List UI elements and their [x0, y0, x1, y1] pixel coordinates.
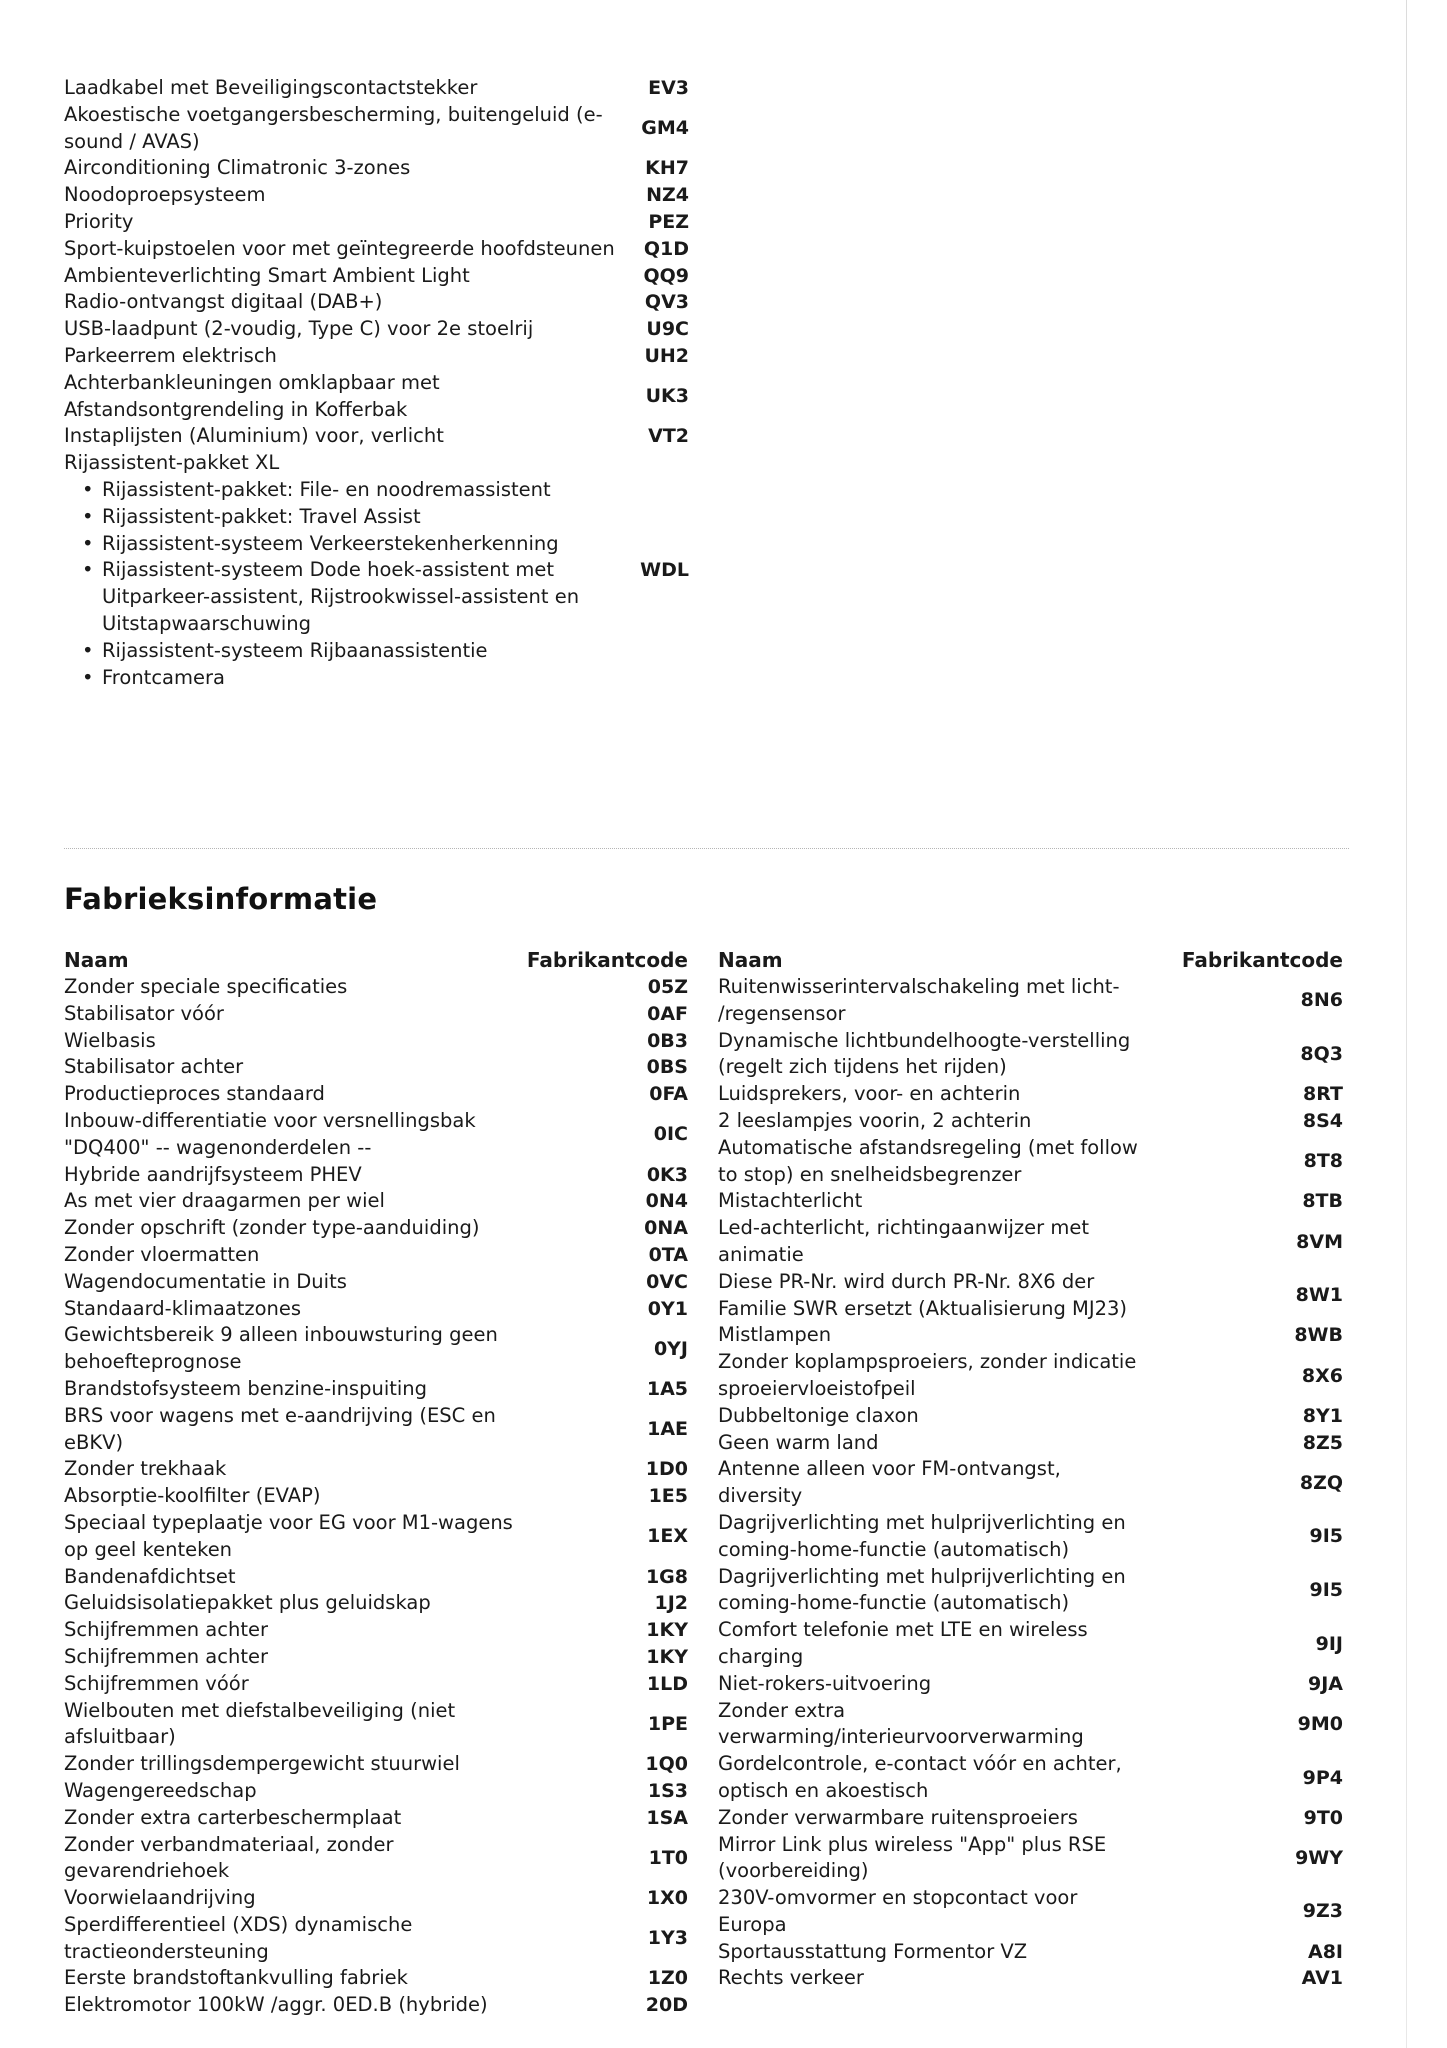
factory-name: Zonder verbandmateriaal, zonder gevarendriehoek [64, 1832, 394, 1883]
factory-row [64, 1590, 688, 1617]
option-code: PEZ [648, 210, 689, 233]
option-code: GM4 [641, 117, 689, 140]
factory-row [718, 1349, 1343, 1403]
factory-name: As met vier draagarmen per wiel [64, 1189, 385, 1213]
factory-name: 230V-omvormer en stopcontact voor Europa [718, 1886, 1078, 1936]
factory-row [64, 1108, 688, 1162]
option-code: VT2 [648, 425, 689, 448]
option-code: UK3 [645, 385, 689, 408]
factory-name: Absorptie-koolfilter (EVAP) [64, 1484, 321, 1508]
factory-code: 1D0 [645, 1458, 688, 1481]
factory-code: 8S4 [1302, 1109, 1343, 1132]
factory-row [718, 1510, 1343, 1564]
factory-name: Zonder vloermatten [64, 1242, 260, 1266]
factory-row [64, 1403, 688, 1457]
factory-row [64, 1456, 688, 1483]
factory-name: Sperdifferentieel (XDS) dynamische tractieondersteuning [64, 1912, 413, 1963]
option-row [64, 423, 700, 450]
factory-row [64, 1188, 688, 1215]
factory-row [718, 1671, 1343, 1698]
factory-row [64, 1028, 688, 1055]
factory-row [64, 1832, 688, 1886]
factory-row [64, 1805, 688, 1832]
factory-code: 9IJ [1315, 1632, 1343, 1655]
factory-row [64, 1698, 688, 1752]
factory-code: 1S3 [647, 1779, 688, 1802]
header-code: Fabrikantcode [526, 948, 688, 972]
factory-name: Ruitenwisserintervalschakeling met licht- /regensensor [718, 975, 1120, 1025]
option-name: Airconditioning Climatronic 3-zones [64, 156, 411, 180]
factory-name: Mistlampen [718, 1323, 832, 1347]
factory-row [718, 1028, 1343, 1082]
factory-code: 1AE [647, 1418, 688, 1441]
factory-name: Niet-rokers-uitvoering [718, 1671, 932, 1695]
option-row [64, 102, 700, 156]
factory-name: Wagendocumentatie in Duits [64, 1269, 347, 1293]
factory-name: Stabilisator vóór [64, 1001, 224, 1025]
factory-name: BRS voor wagens met e-aandrijving (ESC en eBKV) [64, 1403, 496, 1454]
option-name: Noodoproepsysteem [64, 183, 266, 207]
factory-code: 9P4 [1302, 1766, 1343, 1789]
factory-row [718, 1188, 1343, 1215]
factory-row [64, 1992, 688, 2019]
factory-row [64, 1912, 688, 1966]
option-code: QV3 [644, 291, 689, 314]
factory-row [64, 1081, 688, 1108]
factory-row [718, 1430, 1343, 1457]
factory-name: Schijfremmen vóór [64, 1671, 249, 1695]
factory-code: AV1 [1301, 1967, 1343, 1990]
factory-row [64, 1215, 688, 1242]
factory-code: 1PE [647, 1712, 688, 1735]
factory-row [718, 1269, 1343, 1323]
option-name: Laadkabel met Beveiligingscontactstekker [64, 76, 478, 99]
factory-code: 9I5 [1309, 1578, 1343, 1601]
option-row [64, 343, 700, 370]
factory-name: Wielbouten met diefstalbeveiliging (niet afsluitbaar) [64, 1698, 456, 1749]
factory-name: Antenne alleen voor FM-ontvangst, diversity [718, 1457, 1061, 1508]
factory-row [718, 974, 1343, 1028]
factory-header-row [718, 946, 1343, 974]
package-row [64, 450, 700, 691]
factory-code: 0FA [649, 1083, 688, 1106]
factory-row [64, 1617, 688, 1644]
factory-name: Mirror Link plus wireless "App" plus RSE (voorbereiding) [718, 1832, 1107, 1883]
factory-name: Automatische afstandsregeling (met follow to stop) en snelheidsbegrenzer [718, 1135, 1138, 1186]
factory-code: 0VC [646, 1270, 688, 1293]
factory-name: Schijfremmen achter [64, 1618, 268, 1642]
factory-name: Zonder opschrift (zonder type-aanduiding) [64, 1216, 480, 1240]
option-row [64, 75, 700, 102]
option-row [64, 209, 700, 236]
factory-row [718, 1805, 1343, 1832]
factory-row [718, 1135, 1343, 1189]
factory-name: Gordelcontrole, e-contact vóór en achter, optisch en akoestisch [718, 1752, 1122, 1802]
factory-row [718, 1751, 1343, 1805]
factory-code: 0YJ [653, 1337, 688, 1360]
option-row [64, 155, 700, 182]
factory-code: 1J2 [654, 1592, 688, 1615]
package-name: Rijassistent-pakket XL [64, 451, 280, 475]
factory-row [64, 1322, 688, 1376]
factory-row [718, 1322, 1343, 1349]
package-item: • Rijassistent-systeem Verkeerstekenherkenning [102, 531, 624, 558]
factory-name: Hybride aandrijfsysteem PHEV [64, 1162, 362, 1186]
option-name: Instaplijsten (Aluminium) voor, verlicht [64, 424, 444, 448]
factory-name: Gewichtsbereik 9 alleen inbouwsturing geen behoefteprognose [64, 1323, 498, 1374]
factory-code: 8TB [1302, 1190, 1343, 1213]
factory-code: 0N4 [645, 1190, 688, 1213]
factory-code: 1A5 [646, 1377, 688, 1400]
factory-row [64, 1162, 688, 1189]
option-name: Radio-ontvangst digitaal (DAB+) [64, 290, 383, 314]
option-row [64, 182, 700, 209]
factory-code: 8ZQ [1299, 1471, 1343, 1494]
factory-row [64, 1778, 688, 1805]
factory-row [64, 1885, 688, 1912]
factory-code: 1Z0 [647, 1967, 688, 1990]
factory-name: Zonder extra carterbeschermplaat [64, 1805, 402, 1829]
factory-row [64, 1965, 688, 1992]
factory-code: 1X0 [646, 1887, 688, 1910]
factory-code: 0AF [647, 1002, 688, 1025]
factory-row [718, 1965, 1343, 1992]
option-code: UH2 [644, 344, 689, 367]
factory-code: 0NA [644, 1217, 688, 1240]
package-item: • Rijassistent-pakket: File- en noodremassistent [102, 477, 624, 504]
factory-table-right [718, 946, 1343, 1992]
factory-code: 9JA [1308, 1672, 1343, 1695]
factory-code: 8Q3 [1300, 1042, 1343, 1065]
factory-code: 1Q0 [645, 1753, 688, 1776]
factory-code: 0IC [653, 1123, 688, 1146]
factory-name: Inbouw-differentiatie voor versnellingsbak "DQ400" -- wagenonderdelen -- [64, 1108, 476, 1159]
section-title: Fabrieksinformatie [64, 882, 378, 916]
factory-name: Rechts verkeer [718, 1966, 864, 1990]
factory-row [64, 1671, 688, 1698]
factory-code: 20D [645, 1994, 688, 2017]
factory-code: 1KY [646, 1645, 688, 1668]
factory-name: Brandstofsysteem benzine-inspuiting [64, 1376, 428, 1400]
factory-row [64, 1483, 688, 1510]
package-items [64, 477, 624, 691]
factory-code: 8Y1 [1302, 1404, 1343, 1427]
factory-code: 1E5 [648, 1485, 688, 1508]
options-table [64, 75, 700, 691]
factory-code: 8N6 [1300, 989, 1343, 1012]
factory-code: 9T0 [1303, 1806, 1343, 1829]
factory-code: A8I [1308, 1940, 1343, 1963]
option-name: Ambienteverlichting Smart Ambient Light [64, 263, 470, 287]
factory-name: Dagrijverlichting met hulprijverlichting en coming-home-functie (automatisch) [718, 1510, 1126, 1561]
factory-name: Eerste brandstoftankvulling fabriek [64, 1966, 408, 1990]
factory-row [64, 1644, 688, 1671]
package-cell [64, 450, 624, 691]
factory-name: Comfort telefonie met LTE en wireless charging [718, 1618, 1088, 1668]
factory-name: Standaard-klimaatzones [64, 1296, 302, 1320]
factory-name: Luidsprekers, voor- en achterin [718, 1082, 1021, 1106]
factory-row [718, 1081, 1343, 1108]
header-name: Naam [718, 948, 783, 972]
factory-name: Zonder trekhaak [64, 1457, 227, 1481]
option-row [64, 289, 700, 316]
factory-table-left [64, 946, 688, 2019]
factory-name: Zonder verwarmbare ruitensproeiers [718, 1805, 1078, 1829]
factory-name: Schijfremmen achter [64, 1644, 268, 1668]
factory-code: 8Z5 [1302, 1431, 1343, 1454]
factory-code: 9Z3 [1302, 1900, 1343, 1923]
factory-row [718, 1215, 1343, 1269]
option-code: NZ4 [646, 184, 689, 207]
factory-row [718, 1403, 1343, 1430]
option-code: U9C [646, 318, 689, 341]
factory-code: 8X6 [1301, 1364, 1343, 1387]
factory-row [718, 1885, 1343, 1939]
factory-row [718, 1108, 1343, 1135]
factory-code: 1EX [647, 1525, 688, 1548]
option-name: Parkeerrem elektrisch [64, 343, 277, 367]
factory-row [64, 1510, 688, 1564]
factory-header-row [64, 946, 688, 974]
package-item: • Rijassistent-systeem Dode hoek-assistent met Uitparkeer-assistent, Rijstrookwissel-assistent en Uitstapwaarschuwing [102, 557, 624, 637]
factory-row [718, 1832, 1343, 1886]
factory-row [64, 1242, 688, 1269]
option-row [64, 316, 700, 343]
factory-name: Bandenafdichtset [64, 1564, 236, 1588]
option-name: Sport-kuipstoelen voor met geïntegreerde hoofdsteunen [64, 236, 615, 260]
section-divider [64, 848, 1349, 849]
factory-code: 1SA [646, 1806, 688, 1829]
factory-name: Zonder trillingsdempergewicht stuurwiel [64, 1752, 460, 1776]
option-code: QQ9 [643, 264, 689, 287]
factory-code: 0TA [648, 1243, 688, 1266]
factory-row [64, 1001, 688, 1028]
factory-name: Speciaal typeplaatje voor EG voor M1-wagens op geel kenteken [64, 1510, 513, 1561]
factory-code: 0BS [646, 1056, 688, 1079]
factory-row [64, 1296, 688, 1323]
factory-row [64, 1751, 688, 1778]
factory-name: Wagengereedschap [64, 1778, 257, 1802]
factory-row [718, 1698, 1343, 1752]
factory-name: Dagrijverlichting met hulprijverlichting en coming-home-functie (automatisch) [718, 1564, 1126, 1615]
factory-code: 9WY [1295, 1846, 1343, 1869]
package-item: • Rijassistent-systeem Rijbaanassistentie [102, 638, 624, 665]
factory-code: 1KY [646, 1619, 688, 1642]
option-name: Achterbankleuningen omklapbaar met Afstandsontgrendeling in Kofferbak [64, 370, 440, 421]
factory-code: 9I5 [1309, 1525, 1343, 1548]
option-code: KH7 [645, 157, 689, 180]
option-name: Priority [64, 209, 134, 233]
factory-name: Geen warm land [718, 1430, 879, 1454]
package-item: • Frontcamera [102, 665, 624, 692]
factory-code: 0K3 [646, 1163, 688, 1186]
option-row [64, 370, 700, 424]
factory-code: 8RT [1303, 1083, 1343, 1106]
scan-edge [1406, 0, 1407, 2048]
factory-code: 9M0 [1297, 1712, 1343, 1735]
factory-row [718, 1617, 1343, 1671]
factory-name: Voorwielaandrijving [64, 1886, 256, 1910]
factory-row [64, 1564, 688, 1591]
header-name: Naam [64, 948, 129, 972]
factory-code: 1Y3 [647, 1927, 688, 1950]
factory-code: 8WB [1294, 1324, 1343, 1347]
factory-name: Zonder extra verwarming/interieurvoorverwarming [718, 1698, 1084, 1749]
factory-code: 1G8 [645, 1565, 688, 1588]
factory-name: Mistachterlicht [718, 1189, 863, 1213]
option-code: Q1D [643, 237, 689, 260]
factory-name: Diese PR-Nr. wird durch PR-Nr. 8X6 der Familie SWR ersetzt (Aktualisierung MJ23) [718, 1269, 1128, 1320]
factory-name: Dubbeltonige claxon [718, 1403, 919, 1427]
option-name: USB-laadpunt (2-voudig, Type C) voor 2e stoelrij [64, 317, 534, 341]
factory-name: Zonder koplampsproeiers, zonder indicatie sproeiervloeistofpeil [718, 1350, 1137, 1400]
factory-row [718, 1456, 1343, 1510]
factory-code: 0Y1 [647, 1297, 688, 1320]
option-code: EV3 [648, 77, 689, 99]
factory-row [64, 974, 688, 1001]
factory-code: 0B3 [647, 1029, 688, 1052]
factory-name: Stabilisator achter [64, 1055, 244, 1079]
factory-row [64, 1269, 688, 1296]
factory-name: Wielbasis [64, 1028, 156, 1052]
package-code: WDL [640, 559, 689, 582]
package-item: • Rijassistent-pakket: Travel Assist [102, 504, 624, 531]
factory-code: 05Z [647, 976, 688, 998]
factory-name: Geluidsisolatiepakket plus geluidskap [64, 1591, 431, 1615]
factory-code: 1T0 [648, 1846, 688, 1869]
factory-code: 8VM [1296, 1230, 1343, 1253]
factory-code: 8T8 [1303, 1150, 1343, 1173]
factory-name: Dynamische lichtbundelhoogte-verstelling (regelt zich tijdens het rijden) [718, 1028, 1131, 1079]
factory-row [718, 1564, 1343, 1618]
option-name: Akoestische voetgangersbescherming, buitengeluid (e-sound / AVAS) [64, 102, 603, 153]
option-row [64, 236, 700, 263]
factory-name: Zonder speciale specificaties [64, 975, 348, 998]
option-row [64, 263, 700, 290]
factory-name: Elektromotor 100kW /aggr. 0ED.B (hybride) [64, 1993, 488, 2017]
factory-name: 2 leeslampjes voorin, 2 achterin [718, 1108, 1032, 1132]
factory-row [64, 1054, 688, 1081]
header-code: Fabrikantcode [1181, 948, 1343, 972]
factory-row [718, 1939, 1343, 1966]
factory-name: Led-achterlicht, richtingaanwijzer met animatie [718, 1216, 1090, 1266]
factory-code: 8W1 [1295, 1284, 1343, 1307]
factory-code: 1LD [646, 1672, 688, 1695]
factory-name: Productieproces standaard [64, 1082, 325, 1106]
factory-row [64, 1376, 688, 1403]
factory-name: Sportausstattung Formentor VZ [718, 1939, 1028, 1963]
